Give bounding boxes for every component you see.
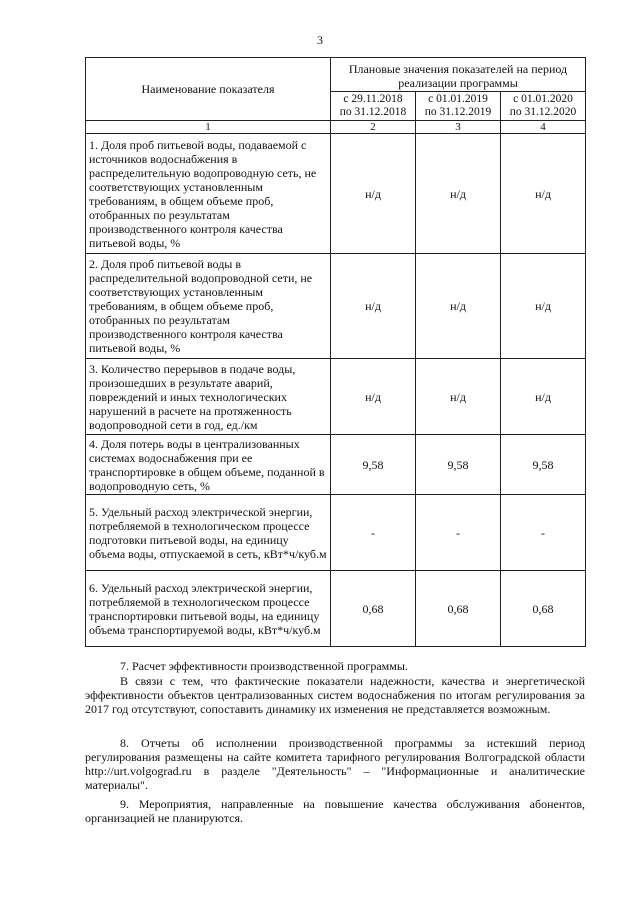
page-number: 3 xyxy=(317,33,323,47)
paragraph-8: 8. Отчеты об исполнении производственной программы за истекший период регулирования размещены на сайте комитета тарифного регулирования Волгоградской области http://urt.volgograd.ru в разделе "Деятельность" – "Информационные и аналитические материалы". xyxy=(85,736,585,792)
indicator-value: н/д xyxy=(501,134,586,254)
indicator-name: 5. Удельный расход электрической энергии, потребляемой в технологическом процессе подготовки питьевой воды, на единицу объема воды, отпускаемой в сеть, кВт*ч/куб.м xyxy=(86,495,331,571)
paragraph-7-body: В связи с тем, что фактические показатели надежности, качества и энергетической эффективности объектов централизованных систем водоснабжения по итогам регулирования за 2017 год отсутствуют, сопоставить динамику их изменения не представляется возможным. xyxy=(85,674,585,716)
indicator-value: 0,68 xyxy=(501,571,586,647)
indicator-value: н/д xyxy=(331,359,416,435)
indicator-name: 3. Количество перерывов в подаче воды, произошедших в результате аварий, повреждений и иных технологических нарушений в расчете на протяженность водопроводной сети в год, ед./км xyxy=(86,359,331,435)
period-to: по 31.12.2020 xyxy=(509,106,577,118)
indicator-name: 1. Доля проб питьевой воды, подаваемой с источников водоснабжения в распределительную водопроводную сеть, не соответствующих установленным требованиям, в общем объеме проб, отобранных по результатам производственного контроля качества питьевой воды, % xyxy=(86,134,331,254)
period-to: по 31.12.2018 xyxy=(339,106,407,118)
indicator-value: 9,58 xyxy=(501,435,586,495)
column-number: 4 xyxy=(501,121,586,134)
period-from: с 01.01.2020 xyxy=(513,93,573,105)
header-period-1 xyxy=(331,92,416,121)
indicator-name: 2. Доля проб питьевой воды в распределительной водопроводной сети, не соответствующих установленным требованиям, в общем объеме проб, отобранных по результатам производственного контроля качества питьевой воды, % xyxy=(86,254,331,359)
indicators-table xyxy=(85,57,586,647)
column-number: 1 xyxy=(86,121,331,134)
table-row xyxy=(86,254,586,359)
period-from: с 01.01.2019 xyxy=(428,93,488,105)
indicator-value: н/д xyxy=(331,134,416,254)
paragraph-9: 9. Мероприятия, направленные на повышение качества обслуживания абонентов, организацией не планируются. xyxy=(85,797,585,825)
indicator-value: - xyxy=(416,495,501,571)
indicator-value: н/д xyxy=(416,134,501,254)
indicator-value: 0,68 xyxy=(331,571,416,647)
table-row xyxy=(86,571,586,647)
paragraph-7-heading: 7. Расчет эффективности производственной программы. xyxy=(120,659,408,673)
indicator-value: - xyxy=(501,495,586,571)
header-planned-values: Плановые значения показателей на период реализации программы xyxy=(331,58,586,92)
indicator-value: н/д xyxy=(416,254,501,359)
indicator-value: - xyxy=(331,495,416,571)
column-number: 3 xyxy=(416,121,501,134)
indicator-value: 0,68 xyxy=(416,571,501,647)
column-number-row xyxy=(86,121,586,134)
table-header-row xyxy=(86,58,586,92)
table-row xyxy=(86,359,586,435)
table-row xyxy=(86,495,586,571)
indicator-name: 4. Доля потерь воды в централизованных системах водоснабжения при ее транспортировке в общем объеме, поданной в водопроводную сеть, % xyxy=(86,435,331,495)
period-from: с 29.11.2018 xyxy=(343,93,403,105)
column-number: 2 xyxy=(331,121,416,134)
header-indicator-name: Наименование показателя xyxy=(86,58,331,121)
indicator-value: 9,58 xyxy=(416,435,501,495)
indicator-value: н/д xyxy=(501,254,586,359)
indicator-value: н/д xyxy=(331,254,416,359)
indicator-value: н/д xyxy=(416,359,501,435)
indicator-value: 9,58 xyxy=(331,435,416,495)
period-to: по 31.12.2019 xyxy=(424,106,492,118)
table-row xyxy=(86,134,586,254)
header-period-3 xyxy=(501,92,586,121)
indicator-value: н/д xyxy=(501,359,586,435)
header-period-2 xyxy=(416,92,501,121)
table-row xyxy=(86,435,586,495)
indicator-name: 6. Удельный расход электрической энергии, потребляемой в технологическом процессе транспортировки питьевой воды, на единицу объема транспортируемой воды, кВт*ч/куб.м xyxy=(86,571,331,647)
